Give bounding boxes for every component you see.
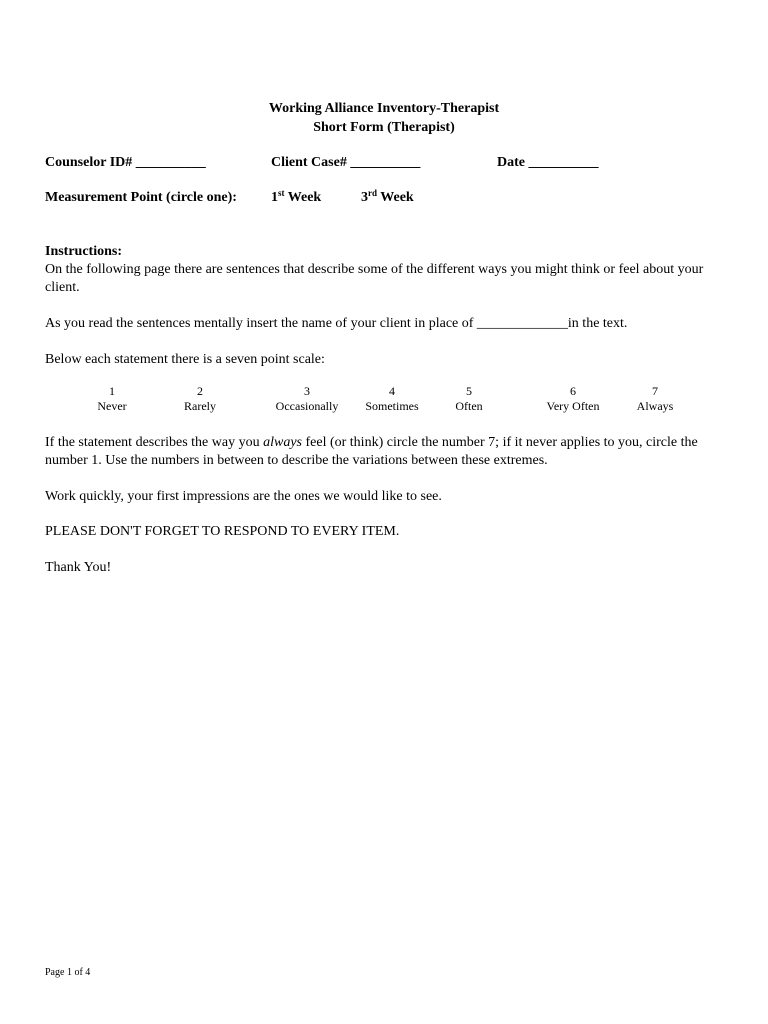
scale-point-7 bbox=[605, 384, 705, 414]
instructions-paragraph-3: Below each statement there is a seven point scale: bbox=[45, 352, 325, 367]
document-title: Working Alliance Inventory-Therapist bbox=[268, 101, 500, 116]
measurement-option-1st-week bbox=[271, 189, 321, 207]
scale-number: 4 bbox=[389, 384, 395, 398]
scale-label: Never bbox=[97, 399, 127, 413]
instructions-paragraph-1: On the following page there are sentences that describe some of the different ways you might think or feel about your client. bbox=[45, 262, 704, 295]
date-field: Date __________ bbox=[497, 155, 599, 170]
scale-label: Often bbox=[455, 399, 483, 413]
scale-label: Very Often bbox=[546, 399, 600, 413]
client-case-field: Client Case# __________ bbox=[271, 155, 421, 170]
always-emphasis: always bbox=[263, 435, 302, 450]
scale-label: Rarely bbox=[184, 399, 216, 413]
measurement-option-3rd-week bbox=[361, 189, 414, 207]
option-ordinal-suffix: rd bbox=[368, 188, 377, 198]
scale-number: 5 bbox=[466, 384, 472, 398]
scale-point-2 bbox=[150, 384, 250, 414]
option-number: 3 bbox=[361, 190, 368, 205]
scale-point-1 bbox=[62, 384, 162, 414]
scale-label: Sometimes bbox=[365, 399, 419, 413]
scale-label: Always bbox=[636, 399, 674, 413]
page-number: Page 1 of 4 bbox=[45, 967, 91, 978]
counselor-id-field: Counselor ID# __________ bbox=[45, 155, 206, 170]
scale-point-5 bbox=[419, 384, 519, 414]
option-word: Week bbox=[377, 190, 414, 205]
measurement-point-label: Measurement Point (circle one): bbox=[45, 190, 237, 205]
paragraph-4-before: If the statement describes the way you bbox=[45, 435, 264, 450]
thank-you-text: Thank You! bbox=[45, 560, 112, 575]
instructions-heading: Instructions: bbox=[45, 244, 123, 259]
option-ordinal-suffix: st bbox=[278, 188, 285, 198]
option-word: Week bbox=[284, 190, 322, 205]
instructions-paragraph-2: As you read the sentences mentally insert the name of your client in place of _____________in the text. bbox=[45, 316, 628, 331]
scale-number: 3 bbox=[304, 384, 310, 398]
scale-label: Occasionally bbox=[275, 399, 339, 413]
scale-number: 1 bbox=[109, 384, 115, 398]
instructions-paragraph-5: Work quickly, your first impressions are the ones we would like to see. bbox=[45, 489, 442, 504]
scale-number: 2 bbox=[197, 384, 203, 398]
instructions-paragraph-6: PLEASE DON'T FORGET TO RESPOND TO EVERY ITEM. bbox=[45, 524, 400, 539]
option-number: 1 bbox=[271, 190, 278, 205]
scale-number: 6 bbox=[570, 384, 576, 398]
document-subtitle: Short Form (Therapist) bbox=[313, 120, 455, 135]
paragraph-4-after: feel (or think) circle the number 7; if it never applies to you, circle the number 1. Use the numbers in between to describe the variations between these extremes. bbox=[45, 435, 698, 468]
instructions-paragraph-4 bbox=[45, 434, 735, 470]
scale-number: 7 bbox=[652, 384, 658, 398]
